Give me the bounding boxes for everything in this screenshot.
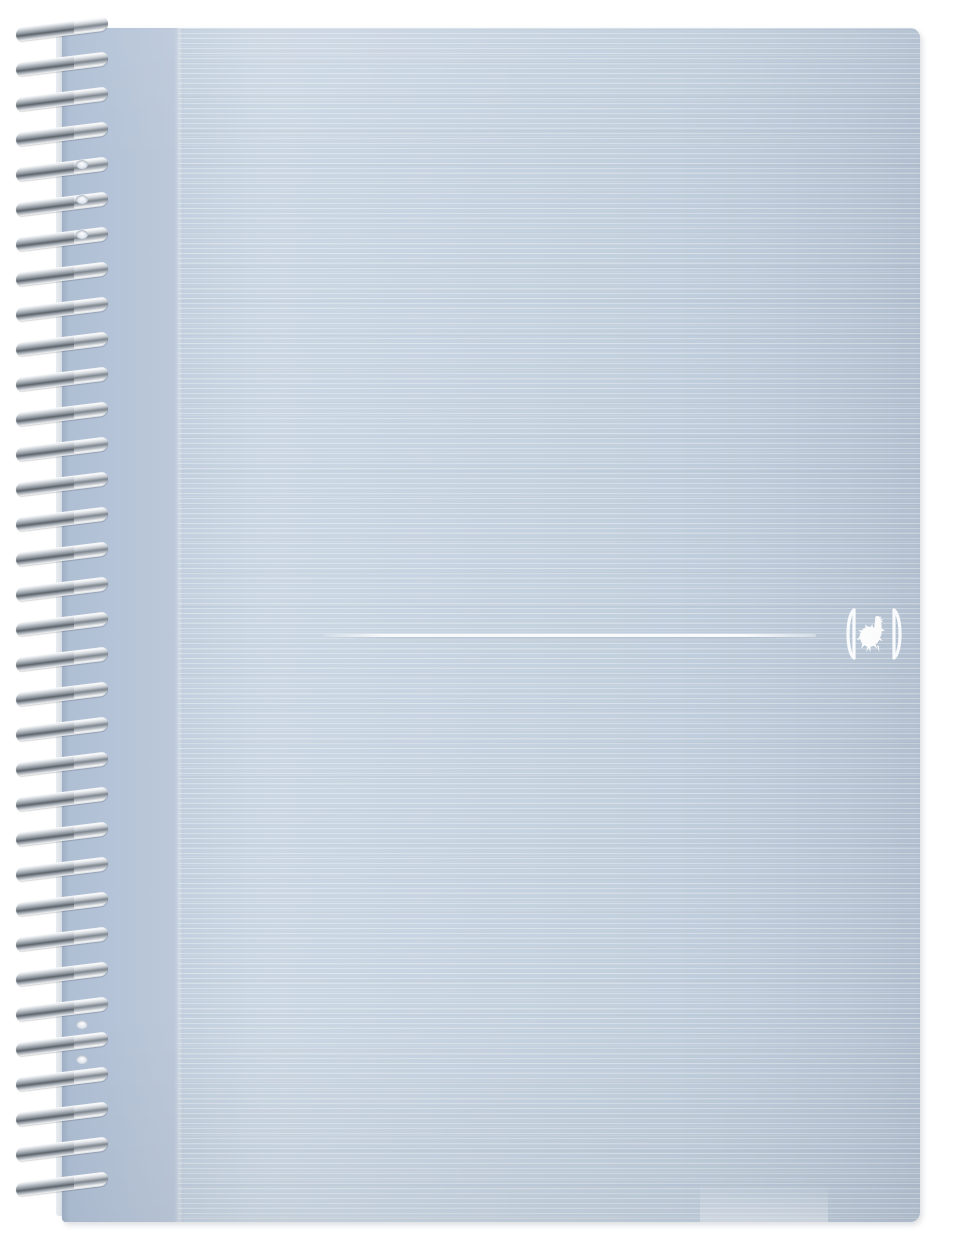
cover-horizontal-rule: [324, 634, 816, 637]
spiral-binding: [0, 16, 120, 1236]
cover-bottom-corner-highlight: [700, 1182, 828, 1222]
notebook-cover: [62, 28, 920, 1222]
image-alt-text: [0, 0, 1, 1]
oxford-lion-logo-icon: [834, 594, 914, 674]
cover-vertical-shading: [62, 28, 920, 1222]
